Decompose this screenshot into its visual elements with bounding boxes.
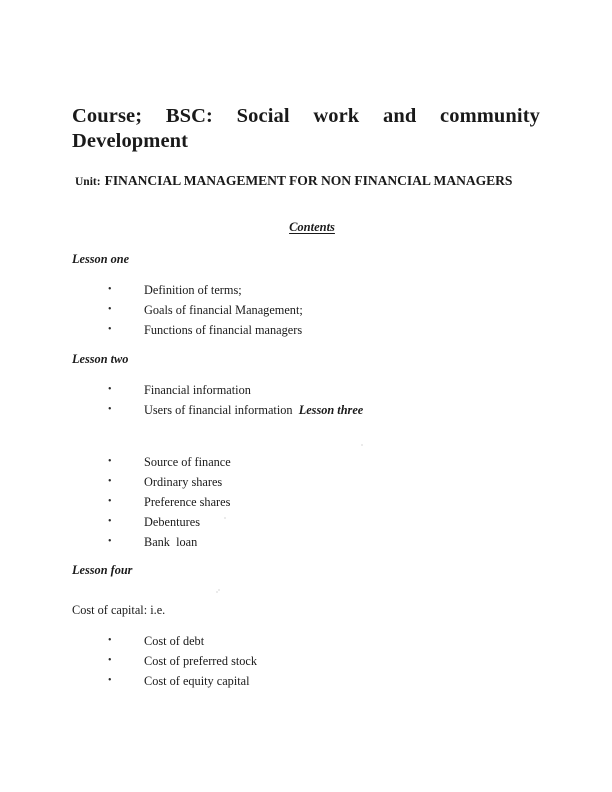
inline-lesson-heading-three: Lesson three [298,403,364,417]
lesson-one-list [72,280,532,340]
list-item-text: Users of financial information [144,403,299,417]
bullet-icon: • [108,536,112,547]
bullet-icon: • [108,675,112,686]
list-item-label [144,400,363,420]
contents-heading: Contents [289,220,335,234]
list-item-label: Definition of terms; [144,283,242,297]
list-item-label: Cost of equity capital [144,674,250,688]
bullet-icon: • [108,284,112,295]
cost-of-capital-intro: Cost of capital: i.e. [72,603,166,617]
bullet-icon: • [108,476,112,487]
list-item-label: Debentures [144,515,200,529]
scan-speckle [361,444,363,446]
list-item [72,400,532,420]
lesson-four-list [72,631,532,691]
list-item [72,472,532,492]
page-title-line-2: Development [72,130,189,152]
lesson-heading-two: Lesson two [72,352,129,366]
list-item [72,651,532,671]
scan-speckle [216,591,218,593]
list-item-label: Preference shares [144,495,231,509]
scan-speckle [224,517,226,519]
scan-speckle [218,589,220,591]
bullet-icon: • [108,516,112,527]
bullet-icon: • [108,324,112,335]
list-item [72,300,532,320]
list-item-label: Ordinary shares [144,475,223,489]
unit-value: FINANCIAL MANAGEMENT FOR NON FINANCIAL MANAGERS [104,173,513,188]
lesson-two-list [72,380,532,420]
list-item-label: Bank loan [144,535,198,549]
unit-label: Unit: [75,176,101,188]
list-item-label: Financial information [144,383,251,397]
page-title [72,104,540,154]
list-item-label: Cost of preferred stock [144,654,258,668]
list-item-label: Goals of financial Management; [144,303,303,317]
list-item [72,532,532,552]
list-item [72,380,532,400]
lesson-heading-four: Lesson four [72,563,133,577]
bullet-icon: • [108,655,112,666]
list-item-label: Cost of debt [144,634,205,648]
list-item [72,512,532,532]
list-item-label: Source of finance [144,455,231,469]
bullet-icon: • [108,384,112,395]
lesson-three-list [72,452,532,552]
bullet-icon: • [108,496,112,507]
list-item [72,320,532,340]
page-title-line-1: Course; BSC: Social work and community [72,105,540,127]
list-item [72,280,532,300]
bullet-icon: • [108,635,112,646]
list-item [72,631,532,651]
list-item [72,671,532,691]
unit-line [75,172,545,190]
list-item [72,452,532,472]
lesson-heading-one: Lesson one [72,252,130,266]
bullet-icon: • [108,404,112,415]
list-item-label: Functions of financial managers [144,323,303,337]
bullet-icon: • [108,456,112,467]
list-item [72,492,532,512]
bullet-icon: • [108,304,112,315]
